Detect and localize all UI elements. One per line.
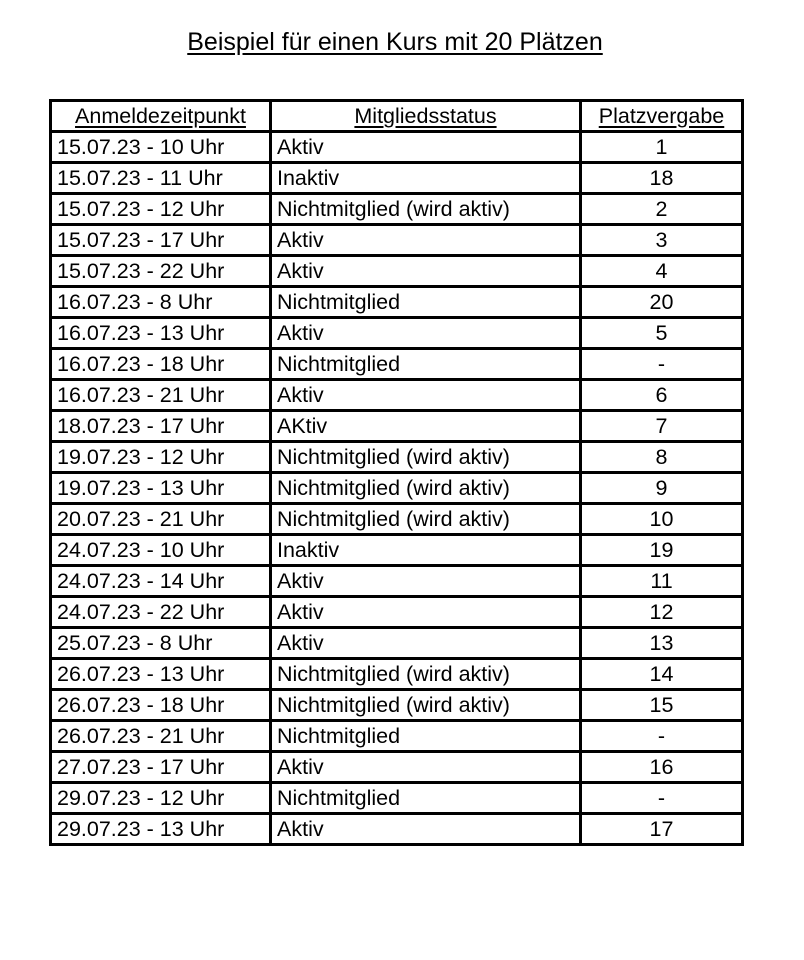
cell-anmeldezeitpunkt: 19.07.23 - 13 Uhr xyxy=(51,473,271,504)
table-row xyxy=(51,287,743,318)
table-row xyxy=(51,349,743,380)
cell-platzvergabe: 4 xyxy=(581,256,743,287)
column-header-mitgliedsstatus: Mitgliedsstatus xyxy=(271,101,581,132)
cell-platzvergabe: 15 xyxy=(581,690,743,721)
table-row xyxy=(51,194,743,225)
cell-anmeldezeitpunkt: 24.07.23 - 14 Uhr xyxy=(51,566,271,597)
cell-mitgliedsstatus: Nichtmitglied xyxy=(271,349,581,380)
cell-platzvergabe: - xyxy=(581,783,743,814)
cell-mitgliedsstatus: Aktiv xyxy=(271,597,581,628)
cell-mitgliedsstatus: Aktiv xyxy=(271,628,581,659)
table-row xyxy=(51,566,743,597)
cell-anmeldezeitpunkt: 26.07.23 - 21 Uhr xyxy=(51,721,271,752)
cell-anmeldezeitpunkt: 18.07.23 - 17 Uhr xyxy=(51,411,271,442)
cell-mitgliedsstatus: Aktiv xyxy=(271,132,581,163)
table-row xyxy=(51,814,743,845)
page-title: Beispiel für einen Kurs mit 20 Plätzen xyxy=(187,28,603,56)
cell-anmeldezeitpunkt: 15.07.23 - 17 Uhr xyxy=(51,225,271,256)
header-row xyxy=(51,101,743,132)
cell-platzvergabe: 17 xyxy=(581,814,743,845)
cell-platzvergabe: 11 xyxy=(581,566,743,597)
cell-platzvergabe: 20 xyxy=(581,287,743,318)
table-row xyxy=(51,783,743,814)
table-row xyxy=(51,473,743,504)
cell-mitgliedsstatus: Nichtmitglied (wird aktiv) xyxy=(271,194,581,225)
cell-platzvergabe: 6 xyxy=(581,380,743,411)
cell-anmeldezeitpunkt: 15.07.23 - 12 Uhr xyxy=(51,194,271,225)
cell-anmeldezeitpunkt: 16.07.23 - 18 Uhr xyxy=(51,349,271,380)
cell-mitgliedsstatus: Aktiv xyxy=(271,752,581,783)
cell-platzvergabe: 19 xyxy=(581,535,743,566)
cell-platzvergabe: - xyxy=(581,721,743,752)
cell-mitgliedsstatus: Nichtmitglied (wird aktiv) xyxy=(271,473,581,504)
cell-anmeldezeitpunkt: 24.07.23 - 22 Uhr xyxy=(51,597,271,628)
cell-platzvergabe: 13 xyxy=(581,628,743,659)
cell-mitgliedsstatus: Nichtmitglied (wird aktiv) xyxy=(271,442,581,473)
table-row xyxy=(51,597,743,628)
cell-mitgliedsstatus: Nichtmitglied xyxy=(271,721,581,752)
cell-anmeldezeitpunkt: 24.07.23 - 10 Uhr xyxy=(51,535,271,566)
table-row xyxy=(51,163,743,194)
table-row xyxy=(51,318,743,349)
cell-mitgliedsstatus: Aktiv xyxy=(271,814,581,845)
cell-mitgliedsstatus: Aktiv xyxy=(271,256,581,287)
table-row xyxy=(51,690,743,721)
cell-anmeldezeitpunkt: 16.07.23 - 21 Uhr xyxy=(51,380,271,411)
cell-platzvergabe: 3 xyxy=(581,225,743,256)
table-row xyxy=(51,411,743,442)
cell-platzvergabe: - xyxy=(581,349,743,380)
cell-anmeldezeitpunkt: 20.07.23 - 21 Uhr xyxy=(51,504,271,535)
cell-anmeldezeitpunkt: 16.07.23 - 8 Uhr xyxy=(51,287,271,318)
table-row xyxy=(51,659,743,690)
cell-anmeldezeitpunkt: 15.07.23 - 22 Uhr xyxy=(51,256,271,287)
table-row xyxy=(51,535,743,566)
table-row xyxy=(51,132,743,163)
table-row xyxy=(51,380,743,411)
cell-mitgliedsstatus: Aktiv xyxy=(271,225,581,256)
cell-mitgliedsstatus: Aktiv xyxy=(271,318,581,349)
column-header-anmeldezeitpunkt: Anmeldezeitpunkt xyxy=(51,101,271,132)
table-row xyxy=(51,504,743,535)
table-row xyxy=(51,628,743,659)
column-header-platzvergabe: Platzvergabe xyxy=(581,101,743,132)
cell-anmeldezeitpunkt: 15.07.23 - 11 Uhr xyxy=(51,163,271,194)
cell-mitgliedsstatus: Nichtmitglied (wird aktiv) xyxy=(271,690,581,721)
table-row xyxy=(51,721,743,752)
cell-platzvergabe: 7 xyxy=(581,411,743,442)
table-row xyxy=(51,225,743,256)
cell-mitgliedsstatus: Aktiv xyxy=(271,380,581,411)
table-row xyxy=(51,752,743,783)
cell-platzvergabe: 16 xyxy=(581,752,743,783)
cell-mitgliedsstatus: Aktiv xyxy=(271,566,581,597)
cell-mitgliedsstatus: Nichtmitglied xyxy=(271,287,581,318)
cell-platzvergabe: 10 xyxy=(581,504,743,535)
cell-anmeldezeitpunkt: 26.07.23 - 13 Uhr xyxy=(51,659,271,690)
cell-platzvergabe: 14 xyxy=(581,659,743,690)
cell-anmeldezeitpunkt: 29.07.23 - 13 Uhr xyxy=(51,814,271,845)
cell-anmeldezeitpunkt: 29.07.23 - 12 Uhr xyxy=(51,783,271,814)
cell-mitgliedsstatus: Nichtmitglied xyxy=(271,783,581,814)
cell-platzvergabe: 2 xyxy=(581,194,743,225)
cell-platzvergabe: 1 xyxy=(581,132,743,163)
cell-anmeldezeitpunkt: 15.07.23 - 10 Uhr xyxy=(51,132,271,163)
cell-mitgliedsstatus: Inaktiv xyxy=(271,535,581,566)
cell-platzvergabe: 12 xyxy=(581,597,743,628)
cell-platzvergabe: 5 xyxy=(581,318,743,349)
cell-anmeldezeitpunkt: 25.07.23 - 8 Uhr xyxy=(51,628,271,659)
allocation-table xyxy=(49,99,744,846)
cell-anmeldezeitpunkt: 16.07.23 - 13 Uhr xyxy=(51,318,271,349)
cell-platzvergabe: 9 xyxy=(581,473,743,504)
cell-platzvergabe: 18 xyxy=(581,163,743,194)
cell-mitgliedsstatus: Nichtmitglied (wird aktiv) xyxy=(271,659,581,690)
cell-mitgliedsstatus: Inaktiv xyxy=(271,163,581,194)
cell-mitgliedsstatus: Nichtmitglied (wird aktiv) xyxy=(271,504,581,535)
cell-mitgliedsstatus: AKtiv xyxy=(271,411,581,442)
cell-anmeldezeitpunkt: 27.07.23 - 17 Uhr xyxy=(51,752,271,783)
table-row xyxy=(51,442,743,473)
cell-anmeldezeitpunkt: 19.07.23 - 12 Uhr xyxy=(51,442,271,473)
table-row xyxy=(51,256,743,287)
cell-platzvergabe: 8 xyxy=(581,442,743,473)
cell-anmeldezeitpunkt: 26.07.23 - 18 Uhr xyxy=(51,690,271,721)
